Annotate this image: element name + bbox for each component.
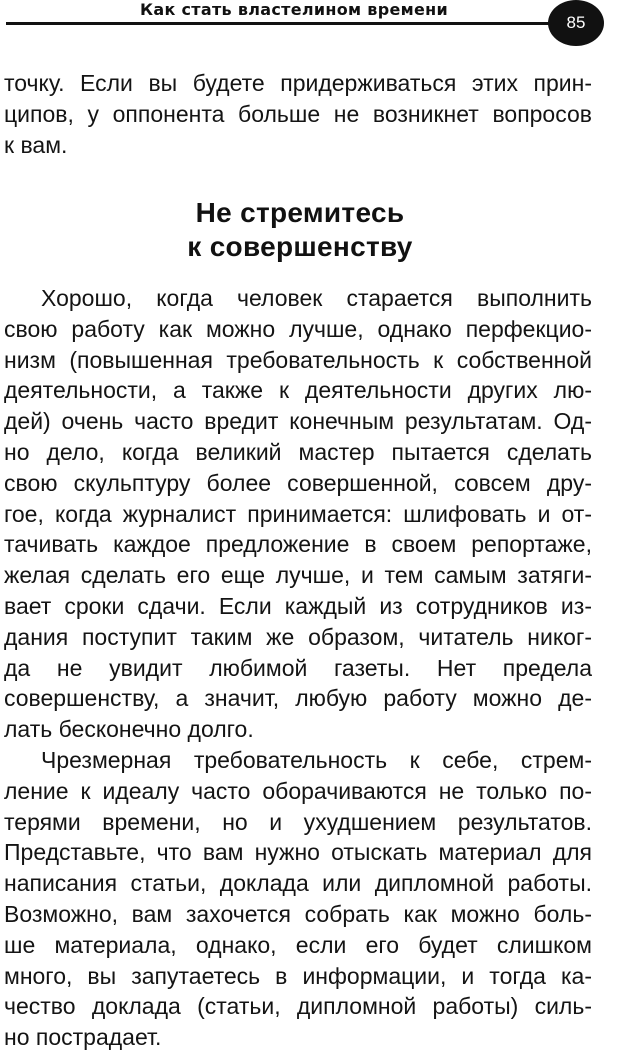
heading-line-1: Не стремитесь — [195, 197, 405, 228]
text-line: дания поступит таким же образом, читатель никог- — [4, 623, 592, 650]
text-line: ше материала, однако, если его будет слишком — [4, 931, 592, 958]
section-heading — [0, 196, 600, 264]
text-line: Возможно, вам захочется собрать как можно боль- — [4, 900, 592, 927]
text-line: тачивать каждое предложение в своем репортаже, — [4, 531, 592, 558]
text-line: Чрезмерная требовательность к себе, стрем- — [41, 746, 592, 773]
text-line: но дело, когда великий мастер пытается сделать — [4, 438, 592, 465]
page-number: 85 — [548, 0, 604, 46]
text-line: к вам. — [4, 131, 68, 158]
text-line: свою работу как можно лучше, однако перфекцио- — [4, 315, 592, 342]
text-line: вает сроки сдачи. Если каждый из сотрудников из- — [4, 592, 592, 619]
paragraph-2 — [4, 745, 592, 1053]
text-line: лать бесконечно долго. — [4, 716, 254, 743]
text-line: Представьте, что вам нужно отыскать материал для — [4, 839, 592, 866]
text-line: совершенству, а значит, любую работу можно де- — [4, 685, 592, 712]
text-line: гое, когда журналист принимается: шлифовать и от- — [4, 500, 592, 527]
text-line: желая сделать его еще лучше, и тем самым затяги- — [4, 562, 592, 589]
text-line: свою скульптуру более совершенной, совсем дру- — [4, 469, 592, 496]
text-line: много, вы запутаетесь в информации, и тогда ка- — [4, 962, 592, 989]
text-line: точку. Если вы будете придерживаться этих прин- — [4, 70, 592, 96]
text-line: деятельности, а также к деятельности других лю- — [4, 377, 592, 404]
text-line: Хорошо, когда человек старается выполнить — [41, 285, 592, 311]
text-line: терями времени, но и ухудшением результатов. — [4, 808, 592, 835]
text-line: дей) очень часто вредит конечным результатам. Од- — [4, 408, 592, 435]
section-body — [4, 283, 592, 1053]
header-rule — [6, 22, 558, 25]
running-title: Как стать властелином времени — [140, 0, 449, 19]
text-line: ление к идеалу часто оборачиваются не только по- — [4, 777, 592, 804]
text-line: но пострадает. — [4, 1024, 162, 1051]
intro-text — [4, 68, 592, 160]
text-line: написания статьи, доклада или дипломной работы. — [4, 870, 592, 897]
running-header — [0, 0, 560, 22]
heading-line-2: к совершенству — [187, 231, 413, 262]
text-line: да не увидит любимой газеты. Нет предела — [4, 654, 592, 681]
text-line: низм (повышенная требовательность к собственной — [4, 346, 592, 373]
text-line: чество доклада (статьи, дипломной работы) силь- — [4, 993, 592, 1020]
paragraph-1 — [4, 283, 592, 745]
text-line: ципов, у оппонента больше не возникнет вопросов — [4, 100, 592, 127]
